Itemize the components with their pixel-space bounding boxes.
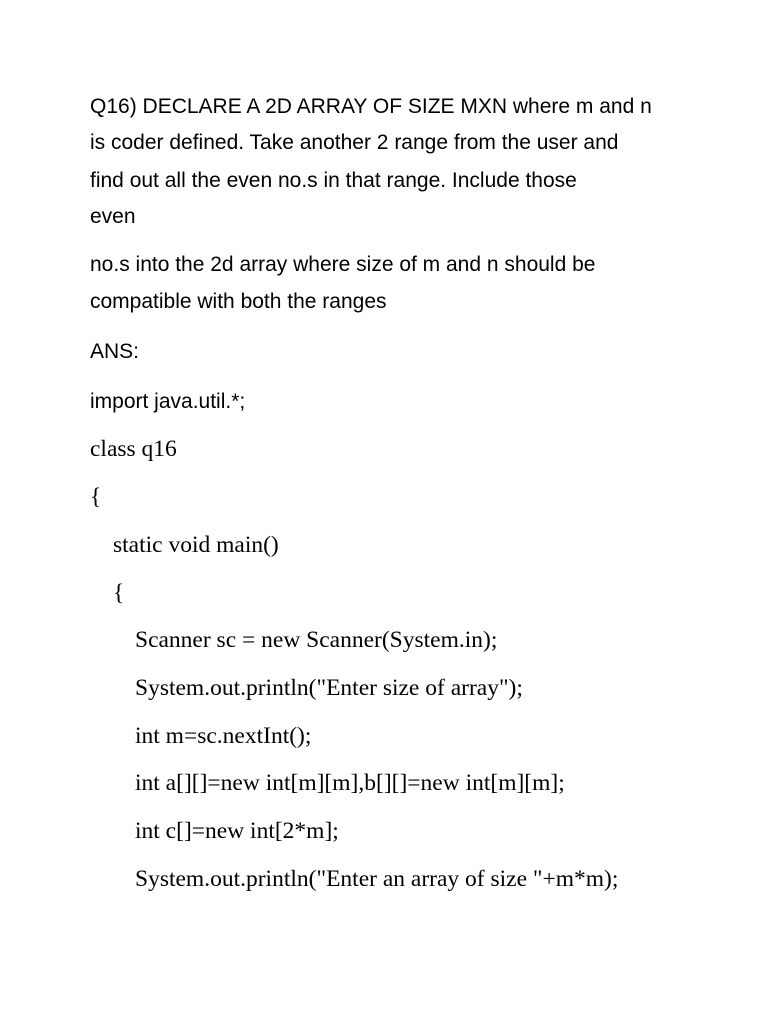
question-line-2: is coder defined. Take another 2 range from the user and [90, 131, 619, 154]
code-line-main: static void main() [113, 532, 279, 558]
code-line-main-open-brace: { [113, 580, 125, 606]
question-line-4: even [90, 205, 136, 228]
code-line-class: class q16 [90, 436, 177, 462]
answer-label: ANS: [90, 340, 140, 363]
question-line-1 [90, 95, 652, 119]
question-continuation-1: no.s into the 2d array where size of m and n should be [90, 253, 596, 276]
question-continuation-2: compatible with both the ranges [90, 290, 387, 313]
code-line-print-array: System.out.println("Enter an array of size "+m*m); [135, 866, 619, 892]
code-line-import: import java.util.*; [90, 390, 246, 413]
code-line-open-brace: { [90, 484, 102, 510]
code-line-declare-c: int c[]=new int[2*m]; [135, 818, 339, 844]
question-number: Q16) [90, 95, 137, 118]
question-line-3: find out all the even no.s in that range. Include those [90, 169, 577, 192]
code-line-print-size: System.out.println("Enter size of array"); [135, 675, 523, 701]
code-line-read-m: int m=sc.nextInt(); [135, 723, 312, 749]
code-line-declare-ab: int a[][]=new int[m][m],b[][]=new int[m][m]; [135, 770, 565, 796]
code-line-scanner: Scanner sc = new Scanner(System.in); [135, 627, 498, 653]
question-text-1: DECLARE A 2D ARRAY OF SIZE MXN where m and n [142, 95, 652, 118]
